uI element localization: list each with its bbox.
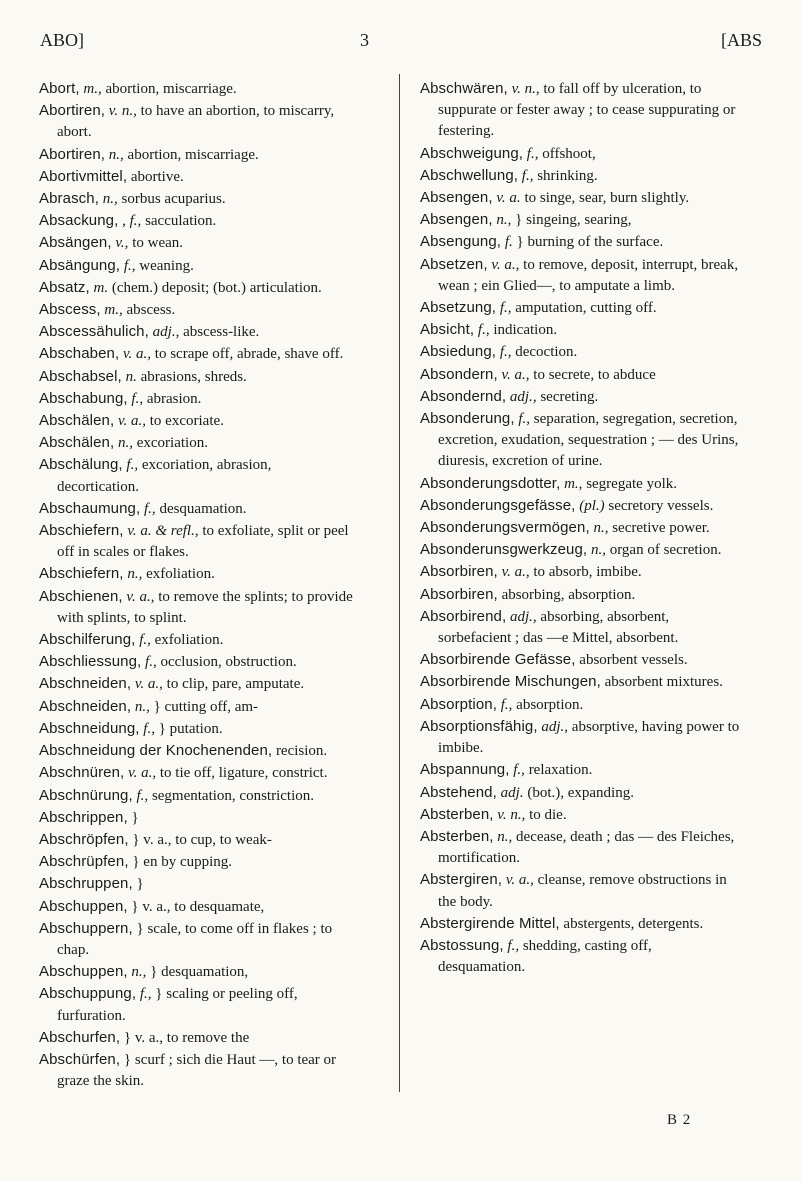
headword: Abschliessung, bbox=[39, 653, 142, 671]
dictionary-entry bbox=[39, 388, 357, 410]
headword: Absorbiren, bbox=[420, 563, 498, 581]
grammar-label: , f., bbox=[122, 213, 142, 230]
grammar-label: m. bbox=[93, 279, 109, 296]
page-number: 3 bbox=[360, 30, 369, 50]
grammar-label: f., bbox=[500, 696, 513, 713]
definition: sorbus acuparius. bbox=[121, 191, 226, 208]
headword: Absackung, bbox=[39, 212, 119, 230]
definition: to remove, deposit, interrupt, break, wean ; ein Glied—, to amputate a limb. bbox=[438, 256, 739, 294]
definition: absorption. bbox=[516, 696, 584, 713]
definition: sacculation. bbox=[145, 213, 217, 230]
definition: absorbent mixtures. bbox=[604, 674, 723, 691]
dictionary-entry bbox=[420, 341, 742, 363]
grammar-label: f., bbox=[131, 390, 144, 407]
dictionary-entry bbox=[39, 166, 357, 188]
grammar-label: n., bbox=[117, 435, 133, 452]
headword: Abschaumung, bbox=[39, 499, 141, 517]
definition: } en by cupping. bbox=[132, 854, 233, 871]
grammar-label: f., bbox=[126, 457, 139, 474]
dictionary-entry bbox=[420, 869, 742, 912]
definition: } bbox=[136, 876, 144, 893]
dictionary-entry bbox=[39, 232, 357, 254]
headword: Abstehend, bbox=[420, 783, 497, 801]
headword: Absiedung, bbox=[420, 343, 497, 361]
definition: amputation, cutting off. bbox=[515, 300, 657, 317]
dictionary-entry bbox=[420, 694, 742, 716]
definition: } scaling or peeling off, furfuration. bbox=[57, 986, 298, 1024]
grammar-label: n., bbox=[496, 212, 512, 229]
headword: Abortiren, bbox=[39, 102, 106, 120]
grammar-label: f., bbox=[143, 720, 155, 737]
definition: absorbing, absorption. bbox=[501, 586, 636, 603]
dictionary-entry bbox=[420, 187, 742, 209]
grammar-label: v. a., bbox=[134, 676, 163, 693]
headword: Abschuppung, bbox=[39, 985, 137, 1003]
definition: to wean. bbox=[132, 235, 184, 252]
dictionary-entry bbox=[420, 297, 742, 319]
grammar-label: n., bbox=[131, 964, 147, 981]
dictionary-entry bbox=[39, 651, 357, 673]
headword: Absondernd, bbox=[420, 387, 507, 405]
headword: Abschabung, bbox=[39, 389, 128, 407]
dictionary-entry bbox=[420, 935, 742, 978]
headword: Absicht, bbox=[420, 321, 475, 339]
definition: shrinking. bbox=[537, 167, 598, 184]
definition: separation, segregation, secretion, excretion, exudation, sequestration ; — des Urins, diuresis, excretion of urine. bbox=[438, 411, 739, 470]
headword: Abschilferung, bbox=[39, 631, 136, 649]
headword: Absonderungsgefässe, bbox=[420, 496, 576, 514]
grammar-label: v. a., bbox=[501, 564, 530, 581]
headword: Absorbirende Mischungen, bbox=[420, 673, 601, 691]
dictionary-entry bbox=[39, 740, 357, 762]
definition: shedding, casting off, desquamation. bbox=[438, 937, 652, 976]
definition: decoction. bbox=[515, 344, 578, 361]
headword: Absonderunsgwerkzeug, bbox=[420, 541, 588, 559]
grammar-label: m., bbox=[83, 81, 102, 97]
dictionary-entry bbox=[420, 517, 742, 539]
definition: } burning of the surface. bbox=[516, 234, 664, 251]
dictionary-entry bbox=[420, 913, 742, 935]
dictionary-entry bbox=[39, 277, 357, 299]
headword: Absorptionsfähig, bbox=[420, 717, 538, 735]
dictionary-entry bbox=[39, 343, 357, 365]
dictionary-entry bbox=[39, 432, 357, 454]
dictionary-entry bbox=[39, 851, 357, 873]
grammar-label: v. a., bbox=[505, 872, 534, 889]
grammar-label: f., bbox=[521, 167, 534, 184]
headword: Absterben, bbox=[420, 805, 494, 823]
definition: } singeing, searing, bbox=[515, 212, 632, 229]
grammar-label: v. a., bbox=[126, 588, 155, 605]
dictionary-entry bbox=[39, 299, 357, 321]
grammar-label: n., bbox=[134, 698, 150, 715]
dictionary-entry bbox=[39, 1049, 357, 1092]
dictionary-entry bbox=[420, 408, 742, 473]
dictionary-entry bbox=[420, 826, 742, 869]
grammar-label: n., bbox=[102, 191, 118, 208]
definition: to scrape off, abrade, shave off. bbox=[154, 346, 344, 363]
dictionary-entry bbox=[39, 1027, 357, 1049]
grammar-label: f., bbox=[123, 257, 136, 274]
headword: Absorbirend, bbox=[420, 607, 507, 625]
definition: abortion, miscarriage. bbox=[127, 146, 259, 163]
headword: Abschuppen, bbox=[39, 897, 128, 915]
headword: Abschnüren, bbox=[39, 764, 125, 782]
dictionary-entry bbox=[39, 629, 357, 651]
definition: segregate yolk. bbox=[586, 475, 677, 492]
definition: to exfoliate, split or peel off in scales or flakes. bbox=[57, 523, 349, 561]
grammar-label: m., bbox=[104, 302, 123, 319]
headword: Abschröpfen, bbox=[39, 830, 129, 848]
dictionary-entry bbox=[39, 498, 357, 520]
headword: Abschwären, bbox=[420, 80, 508, 97]
definition: abrasions, shreds. bbox=[140, 368, 247, 385]
grammar-label: f., bbox=[145, 654, 157, 671]
definition: } bbox=[131, 809, 139, 826]
dictionary-entry bbox=[39, 918, 357, 961]
headword: Abschwellung, bbox=[420, 166, 519, 184]
headword: Abschneiden, bbox=[39, 675, 132, 693]
headword: Abscessähulich, bbox=[39, 323, 149, 341]
definition: to absorb, imbibe. bbox=[533, 564, 642, 581]
grammar-label: f., bbox=[144, 500, 156, 517]
grammar-label: f., bbox=[499, 344, 512, 361]
dictionary-entry bbox=[39, 255, 357, 277]
headword: Absängung, bbox=[39, 256, 121, 274]
headword: Abschrüpfen, bbox=[39, 853, 129, 871]
dictionary-entry bbox=[39, 410, 357, 432]
headword: Absonderungsdotter, bbox=[420, 474, 561, 492]
definition: to clip, pare, amputate. bbox=[166, 676, 305, 693]
left-column bbox=[39, 78, 357, 1092]
grammar-label: v. a., bbox=[491, 256, 520, 273]
grammar-label: n., bbox=[590, 542, 606, 559]
grammar-label: v. n., bbox=[511, 81, 540, 97]
dictionary-entry bbox=[39, 762, 357, 784]
definition: (chem.) deposit; (bot.) articulation. bbox=[111, 279, 322, 296]
headword: Absonderung, bbox=[420, 410, 515, 428]
headword: Abschruppen, bbox=[39, 875, 133, 893]
dictionary-entry bbox=[39, 673, 357, 695]
definition: to singe, sear, burn slightly. bbox=[524, 190, 690, 207]
headword: Abstergirende Mittel, bbox=[420, 914, 560, 932]
headword: Abschälen, bbox=[39, 434, 115, 452]
definition: occlusion, obstruction. bbox=[160, 654, 297, 671]
headword: Absorption, bbox=[420, 695, 497, 713]
dictionary-entry bbox=[39, 100, 357, 143]
grammar-label: f., bbox=[526, 145, 539, 162]
definition: decease, death ; das — des Fleiches, mortification. bbox=[438, 828, 735, 867]
grammar-label: f., bbox=[136, 787, 149, 804]
grammar-label: f., bbox=[499, 300, 512, 317]
grammar-label: v. a., bbox=[117, 413, 147, 430]
dictionary-entry bbox=[420, 584, 742, 606]
dictionary-entry bbox=[39, 366, 357, 388]
definition: organ of secretion. bbox=[609, 542, 722, 559]
dictionary-entry bbox=[39, 807, 357, 829]
dictionary-entry bbox=[39, 718, 357, 740]
dictionary-entry bbox=[39, 829, 357, 851]
definition: exfoliation. bbox=[154, 632, 224, 649]
grammar-label: n., bbox=[497, 828, 513, 845]
headword: Abschuppern, bbox=[39, 919, 133, 937]
definition: offshoot, bbox=[542, 145, 596, 162]
definition: } desquamation, bbox=[150, 964, 249, 981]
headword: Abschaben, bbox=[39, 345, 120, 363]
definition: } cutting off, am- bbox=[153, 698, 259, 715]
dictionary-entry bbox=[420, 539, 742, 561]
definition: excoriation, abrasion, decortication. bbox=[57, 457, 272, 495]
headword: Abschienen, bbox=[39, 587, 123, 605]
headword: Abscess, bbox=[39, 301, 101, 319]
grammar-label: v. a. & refl., bbox=[127, 523, 199, 540]
headword: Abstossung, bbox=[420, 936, 504, 954]
page-header bbox=[40, 30, 762, 54]
headword: Abrasch, bbox=[39, 190, 99, 208]
headword: Abschneiden, bbox=[39, 697, 132, 715]
dictionary-entry bbox=[39, 785, 357, 807]
dictionary-entry bbox=[39, 520, 357, 563]
dictionary-entry bbox=[39, 563, 357, 585]
headword: Abortiren, bbox=[39, 145, 106, 163]
definition: abscess-like. bbox=[183, 324, 260, 341]
headword: Abschurfen, bbox=[39, 1028, 121, 1046]
grammar-label: v., bbox=[115, 235, 129, 252]
definition: to have an abortion, to miscarry, abort. bbox=[57, 103, 335, 141]
grammar-label: f., bbox=[139, 986, 152, 1003]
grammar-label: v. n., bbox=[497, 806, 526, 823]
definition: segmentation, constriction. bbox=[151, 787, 314, 804]
definition: } v. a., to desquamate, bbox=[131, 898, 265, 915]
signature-mark: B 2 bbox=[667, 1112, 692, 1128]
definition: exfoliation. bbox=[146, 566, 215, 583]
headword: Abschneidung, bbox=[39, 719, 140, 737]
grammar-label: adj. bbox=[500, 784, 524, 801]
headword: Absängen, bbox=[39, 234, 112, 252]
definition: secretory vessels. bbox=[608, 497, 714, 514]
definition: to tie off, ligature, constrict. bbox=[159, 765, 328, 782]
dictionary-entry bbox=[39, 896, 357, 918]
headword: Absengen, bbox=[420, 211, 493, 229]
definition: weaning. bbox=[139, 257, 194, 274]
dictionary-entry bbox=[39, 188, 357, 210]
definition: absorbing, absorbent, sorbefacient ; das —e Mittel, absorbent. bbox=[438, 608, 679, 647]
definition: abortion, miscarriage. bbox=[105, 81, 237, 97]
definition: absorbent vessels. bbox=[579, 652, 688, 669]
grammar-label: v. a., bbox=[128, 765, 157, 782]
grammar-label: adj., bbox=[541, 718, 569, 735]
dictionary-entry bbox=[420, 606, 742, 649]
headword: Abschweigung, bbox=[420, 144, 524, 162]
grammar-label: f., bbox=[139, 632, 151, 649]
dictionary-entry bbox=[39, 78, 357, 100]
definition: excoriation. bbox=[136, 435, 208, 452]
definition: } v. a., to remove the bbox=[123, 1029, 250, 1046]
dictionary-entry bbox=[39, 873, 357, 895]
definition: to excoriate. bbox=[149, 413, 224, 430]
definition: to remove the splints; to provide with splints, to splint. bbox=[57, 588, 353, 626]
dictionary-entry bbox=[39, 144, 357, 166]
grammar-label: adj., bbox=[509, 388, 537, 405]
dictionary-entry bbox=[420, 495, 742, 517]
grammar-label: n., bbox=[127, 566, 143, 583]
header-right-guide: [ABS bbox=[720, 30, 762, 50]
grammar-label: n., bbox=[593, 520, 609, 537]
grammar-label: adj., bbox=[152, 324, 180, 341]
definition: abscess. bbox=[126, 302, 176, 319]
grammar-label: v. a. bbox=[496, 190, 521, 207]
dictionary-entry bbox=[420, 561, 742, 583]
grammar-label: f. bbox=[504, 234, 513, 251]
dictionary-entry bbox=[420, 716, 742, 759]
grammar-label: v. a., bbox=[122, 346, 152, 363]
grammar-label: v. n., bbox=[108, 103, 137, 120]
headword: Abstergiren, bbox=[420, 871, 503, 889]
dictionary-entry bbox=[420, 649, 742, 671]
headword: Absonderungsvermögen, bbox=[420, 519, 590, 537]
definition: to die. bbox=[529, 806, 567, 823]
grammar-label: m., bbox=[564, 475, 583, 492]
definition: desquamation. bbox=[159, 500, 247, 517]
definition: cleanse, remove obstructions in the body. bbox=[438, 872, 727, 910]
headword: Absetzen, bbox=[420, 255, 488, 273]
definition: } putation. bbox=[158, 720, 223, 737]
dictionary-entry bbox=[420, 254, 742, 297]
definition: } v. a., to cup, to weak- bbox=[132, 831, 272, 848]
header-left-guide: ABO] bbox=[40, 30, 84, 50]
dictionary-entry bbox=[420, 473, 742, 495]
dictionary-entry bbox=[420, 804, 742, 826]
dictionary-entry bbox=[39, 696, 357, 718]
definition: recision. bbox=[275, 743, 328, 760]
dictionary-entry bbox=[420, 759, 742, 781]
grammar-label: adj., bbox=[510, 608, 537, 625]
headword: Abortivmittel, bbox=[39, 167, 128, 185]
grammar-label: n., bbox=[108, 146, 124, 163]
dictionary-entry bbox=[420, 165, 742, 187]
headword: Abschrippen, bbox=[39, 808, 128, 826]
dictionary-entry bbox=[39, 586, 357, 629]
definition: } scurf ; sich die Haut —, to tear or graze the skin. bbox=[57, 1051, 337, 1090]
definition: secretive power. bbox=[612, 520, 710, 537]
dictionary-entry bbox=[420, 671, 742, 693]
definition: secreting. bbox=[540, 388, 599, 405]
dictionary-entry bbox=[420, 386, 742, 408]
right-column bbox=[420, 78, 742, 978]
headword: Absetzung, bbox=[420, 299, 497, 317]
dictionary-entry bbox=[39, 210, 357, 232]
dictionary-entry bbox=[39, 321, 357, 343]
column-divider bbox=[399, 74, 400, 1092]
dictionary-entry bbox=[420, 78, 742, 143]
headword: Absorbirende Gefässe, bbox=[420, 651, 576, 669]
grammar-label: v. a., bbox=[501, 366, 530, 383]
grammar-label: f., bbox=[507, 937, 520, 954]
definition: to secrete, to abduce bbox=[533, 366, 656, 383]
dictionary-entry bbox=[39, 454, 357, 497]
headword: Absengung, bbox=[420, 233, 502, 251]
headword: Abort, bbox=[39, 80, 80, 97]
dictionary-entry bbox=[39, 983, 357, 1026]
dictionary-entry bbox=[39, 961, 357, 983]
headword: Absterben, bbox=[420, 827, 494, 845]
grammar-label: (pl.) bbox=[579, 497, 605, 514]
headword: Absondern, bbox=[420, 365, 498, 383]
dictionary-entry bbox=[420, 209, 742, 231]
headword: Abschabsel, bbox=[39, 367, 122, 385]
dictionary-entry bbox=[420, 782, 742, 804]
headword: Abschnürung, bbox=[39, 786, 133, 804]
dictionary-entry bbox=[420, 231, 742, 253]
headword: Abschiefern, bbox=[39, 522, 124, 540]
definition: (bot.), expanding. bbox=[527, 784, 634, 801]
headword: Abschürfen, bbox=[39, 1050, 121, 1068]
grammar-label: f., bbox=[513, 762, 525, 779]
headword: Absatz, bbox=[39, 278, 90, 296]
definition: abrasion. bbox=[146, 390, 202, 407]
headword: Abschuppen, bbox=[39, 963, 128, 981]
headword: Absorbiren, bbox=[420, 585, 498, 603]
headword: Abspannung, bbox=[420, 761, 510, 779]
definition: indication. bbox=[493, 322, 558, 339]
definition: abortive. bbox=[130, 168, 184, 185]
definition: } scale, to come off in flakes ; to chap. bbox=[57, 920, 333, 958]
definition: to fall off by ulceration, to suppurate or fester away ; to cease suppurating or festering. bbox=[438, 81, 736, 140]
headword: Abschälung, bbox=[39, 456, 123, 474]
grammar-label: f., bbox=[518, 411, 531, 428]
dictionary-entry bbox=[420, 143, 742, 165]
grammar-label: n. bbox=[125, 368, 137, 385]
definition: abstergents, detergents. bbox=[563, 915, 704, 932]
headword: Abschiefern, bbox=[39, 565, 124, 583]
dictionary-entry bbox=[420, 319, 742, 341]
grammar-label: f., bbox=[477, 322, 490, 339]
headword: Absengen, bbox=[420, 189, 493, 207]
definition: relaxation. bbox=[528, 762, 593, 779]
headword: Abschälen, bbox=[39, 412, 115, 430]
headword: Abschneidung der Knochenenden, bbox=[39, 742, 273, 760]
dictionary-entry bbox=[420, 364, 742, 386]
definition: absorptive, having power to imbibe. bbox=[438, 718, 740, 757]
